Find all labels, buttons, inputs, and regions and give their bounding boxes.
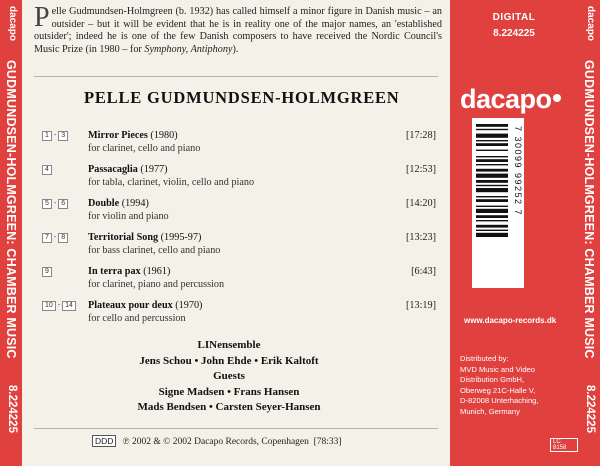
work-duration: [13:23]: [406, 232, 436, 243]
main-panel: [22, 0, 450, 466]
work-instrumentation: for tabla, clarinet, violin, cello and piano: [88, 177, 255, 188]
work-title: [88, 266, 170, 277]
work-duration: [12:53]: [406, 164, 436, 175]
track-numbers: 7 - 8: [42, 233, 68, 243]
work-title: [88, 130, 178, 141]
divider-top: [34, 76, 438, 77]
distributor-line: MVD Music and Video: [460, 364, 535, 374]
spine-catalog-number: 8.224225: [6, 385, 18, 433]
divider-bottom: [34, 428, 438, 429]
ensemble-members: Jens Schou • John Ehde • Erik Kaltoft: [139, 354, 319, 367]
work-title: [88, 300, 202, 311]
track-numbers: [42, 267, 52, 277]
barcode-bars-icon: [472, 118, 512, 288]
distributor-line: Munich, Germany: [460, 406, 520, 416]
ddd-badge: DDD: [92, 435, 116, 447]
work-year: (1995-97): [160, 232, 202, 243]
track-start: 4: [42, 165, 52, 175]
work-name: Territorial Song: [88, 232, 159, 243]
spine-title-right: GUDMUNDSEN-HOLMGREEN: CHAMBER MUSIC: [582, 60, 596, 359]
work-name: Double: [88, 198, 120, 209]
work-duration: [13:19]: [406, 300, 436, 311]
distributor-line: Distributed by:: [460, 354, 509, 363]
work-year: (1961): [143, 266, 171, 277]
right-spine: [578, 0, 600, 466]
distributor-line: Oberweg 21C-Halle V,: [460, 385, 536, 395]
composer-name: PELLE GUDMUNDSEN-HOLMGREEN: [84, 88, 400, 107]
work-title: [88, 198, 149, 209]
copyright: ℗ 2002 & © 2002 Dacapo Records, Copenhagen: [122, 437, 309, 447]
work-name: Passacaglia: [88, 164, 138, 175]
website-link[interactable]: www.dacapo-records.dk: [464, 316, 557, 325]
work-instrumentation: for clarinet, cello and piano: [88, 143, 201, 154]
work-duration: [14:20]: [406, 198, 436, 209]
logo-dot-icon: [553, 94, 561, 102]
guests-label: Guests: [213, 370, 245, 382]
work-instrumentation: for bass clarinet, cello and piano: [88, 245, 221, 256]
ensemble-name: LINensemble: [197, 339, 261, 351]
track-entry: [42, 198, 442, 232]
spine-logo: dacapo: [7, 6, 18, 42]
track-entry: [42, 164, 442, 198]
track-start: 1: [42, 131, 52, 141]
right-panel: [450, 0, 578, 466]
catalog-number: 8.224225: [493, 28, 535, 39]
work-title: [88, 232, 201, 243]
track-end: 6: [58, 199, 68, 209]
spine-title: GUDMUNDSEN-HOLMGREEN: CHAMBER MUSIC: [4, 60, 18, 359]
distributor-line: D-82008 Unterhaching,: [460, 396, 539, 406]
track-end: 3: [58, 131, 68, 141]
work-name: Mirror Pieces: [88, 130, 148, 141]
total-duration: [78:33]: [313, 437, 342, 447]
work-year: (1970): [175, 300, 203, 311]
left-spine: [0, 0, 22, 466]
distributor-info: [460, 354, 539, 418]
barcode: [472, 118, 524, 288]
track-start: 9: [42, 267, 52, 277]
dacapo-logo: dacapo: [460, 84, 561, 115]
work-instrumentation: for cello and percussion: [88, 313, 186, 324]
track-entry: [42, 232, 442, 266]
track-entry: [42, 266, 442, 300]
drop-cap: P: [34, 2, 50, 33]
spine-catalog-number-right: 8.224225: [584, 385, 596, 433]
digital-label: DIGITAL: [492, 12, 536, 23]
track-end: 14: [62, 301, 76, 311]
track-numbers: [42, 165, 52, 175]
work-name: Plateaux pour deux: [88, 300, 173, 311]
work-duration: [17:28]: [406, 130, 436, 141]
work-title: [88, 164, 168, 175]
barcode-number: 7 30099 99252 7: [513, 126, 523, 217]
track-entry: [42, 300, 442, 334]
track-entry: [42, 130, 442, 164]
track-start: 5: [42, 199, 52, 209]
work-year: (1994): [121, 198, 149, 209]
track-numbers: 10 - 14: [42, 301, 76, 311]
intro-paragraph: Pelle Gudmundsen-Holmgreen (b. 1932) has called himself a minor figure in Danish music – an outsider – but it will be evident that he is in reality one of the major names, an 'established outsider'; indeed he is one of the few Danish composers to have received the Nordic Council's Music Prize (in 1980 – for Symphony, Antiphony).: [34, 2, 442, 55]
track-start: 7: [42, 233, 52, 243]
work-instrumentation: for clarinet, piano and percussion: [88, 279, 225, 290]
track-numbers: 5 - 6: [42, 199, 68, 209]
track-list: [42, 130, 442, 334]
footer: [92, 435, 342, 447]
guests-line-2: Mads Bendsen • Carsten Seyer-Hansen: [137, 401, 321, 413]
track-end: 8: [58, 233, 68, 243]
work-name: In terra pax: [88, 266, 141, 277]
track-numbers: 1 - 3: [42, 131, 68, 141]
work-year: (1977): [140, 164, 168, 175]
spine-logo-right: dacapo: [585, 6, 596, 42]
label-code: LC 8158: [550, 438, 578, 452]
guests-line-1: Signe Madsen • Frans Hansen: [158, 385, 300, 398]
work-year: (1980): [150, 130, 178, 141]
work-duration: [6:43]: [411, 266, 436, 277]
work-instrumentation: for violin and piano: [88, 211, 169, 222]
distributor-line: Distribution GmbH,: [460, 375, 525, 385]
track-start: 10: [42, 301, 56, 311]
performers: [44, 338, 414, 416]
